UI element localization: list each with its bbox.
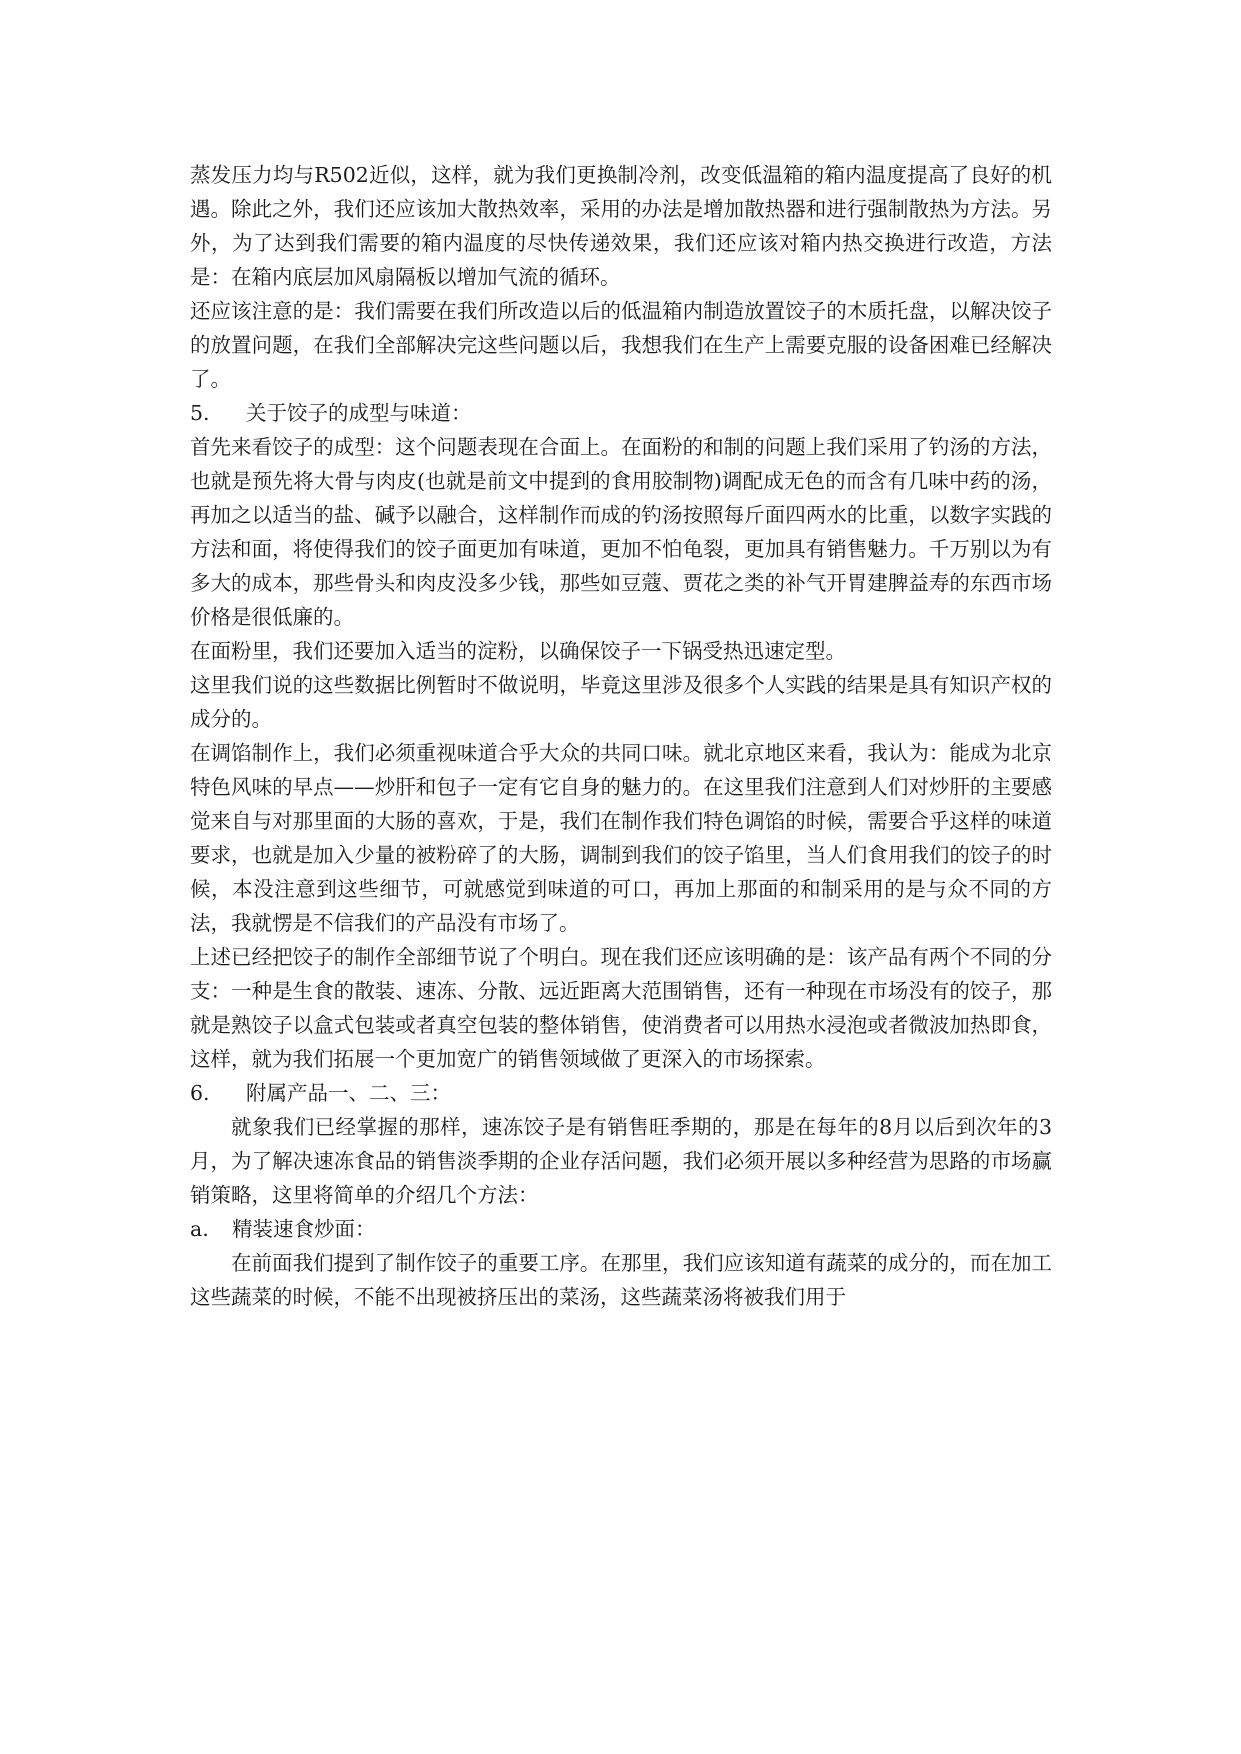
paragraph-dough-shaping: 首先来看饺子的成型：这个问题表现在合面上。在面粉的和制的问题上我们采用了钓汤的方法，也就是预先将大骨与肉皮(也就是前文中提到的食用胶制物)调配成无色的而含有几味中药的汤，再加之以适当的盐、碱予以融合，这样制作而成的钓汤按照每斤面四两水的比重，以数字实践的方法和面，将使得我们的饺子面更加有味道，更加不怕龟裂，更加具有销售魅力。千万别以为有多大的成本，那些骨头和肉皮没多少钱，那些如豆蔻、贾花之类的补气开胃建脾益寿的东西市场价格是很低廉的。 [190, 435, 1052, 629]
paragraph-data-ratio: 这里我们说的这些数据比例暂时不做说明，毕竟这里涉及很多个人实践的结果是具有知识产权的成分的。 [190, 673, 1052, 731]
subsection-title: 精装速食炒面： [232, 1217, 376, 1241]
paragraph-vegetable-juice: 在前面我们提到了制作饺子的重要工序。在那里，我们应该知道有蔬菜的成分的，而在加工这些蔬菜的时候，不能不出现被挤压出的菜汤，这些蔬菜汤将被我们用于 [190, 1251, 1052, 1309]
section-title: 关于饺子的成型与味道： [246, 401, 472, 425]
section-heading-5 [190, 396, 1052, 430]
section-heading-6 [190, 1076, 1052, 1110]
section-number: 6. [190, 1081, 210, 1105]
document-body [190, 158, 1052, 1314]
paragraph-filling: 在调馅制作上，我们必须重视味道合乎大众的共同口味。就北京地区来看，我认为：能成为北京特色风味的早点——炒肝和包子一定有它自身的魅力的。在这里我们注意到人们对炒肝的主要感觉来自与对那里面的大肠的喜欢，于是，我们在制作我们特色调馅的时候，需要合乎这样的味道要求，也就是加入少量的被粉碎了的大肠，调制到我们的饺子馅里，当人们食用我们的饺子的时候，本没注意到这些细节，可就感觉到味道的可口，再加上那面的和制采用的是与众不同的方法，我就愣是不信我们的产品没有市场了。 [190, 741, 1052, 935]
paragraph-refrigerant: 蒸发压力均与R502近似，这样，就为我们更换制冷剂，改变低温箱的箱内温度提高了良好的机遇。除此之外，我们还应该加大散热效率，采用的办法是增加散热器和进行强制散热为方法。另外，为了达到我们需要的箱内温度的尽快传递效果，我们还应该对箱内热交换进行改造，方法是：在箱内底层加风扇隔板以增加气流的循环。 [190, 163, 1052, 289]
subsection-letter: a. [190, 1217, 209, 1241]
section-title: 附属产品一、二、三： [246, 1081, 451, 1105]
section-number: 5. [190, 401, 210, 425]
paragraph-starch: 在面粉里，我们还要加入适当的淀粉，以确保饺子一下锅受热迅速定型。 [190, 639, 846, 663]
paragraph-product-branches: 上述已经把饺子的制作全部细节说了个明白。现在我们还应该明确的是：该产品有两个不同的分支：一种是生食的散装、速冻、分散、远近距离大范围销售，还有一种现在市场没有的饺子，那就是熟饺子以盒式包装或者真空包装的整体销售，使消费者可以用热水浸泡或者微波加热即食，这样，就为我们拓展一个更加宽广的销售领域做了更深入的市场探索。 [190, 945, 1052, 1071]
subsection-heading-a [190, 1212, 1052, 1246]
paragraph-wooden-tray: 还应该注意的是：我们需要在我们所改造以后的低温箱内制造放置饺子的木质托盘，以解决饺子的放置问题，在我们全部解决完这些问题以后，我想我们在生产上需要克服的设备困难已经解决了。 [190, 299, 1052, 391]
paragraph-seasonality: 就象我们已经掌握的那样，速冻饺子是有销售旺季期的，那是在每年的8月以后到次年的3月，为了解决速冻食品的销售淡季期的企业存活问题，我们必须开展以多种经营为思路的市场赢销策略，这里将简单的介绍几个方法： [190, 1115, 1052, 1207]
